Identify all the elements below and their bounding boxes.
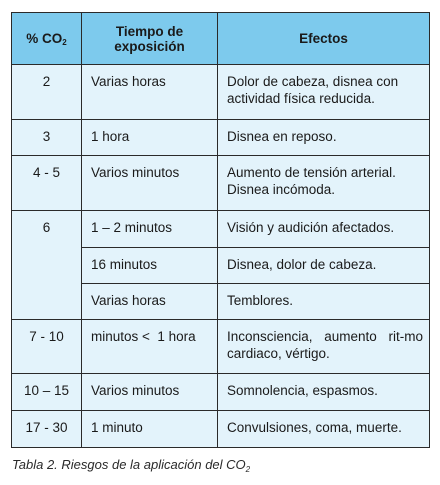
co2-risk-table <box>11 12 430 448</box>
effects-cell: Convulsiones, coma, muerte. <box>218 411 430 448</box>
effects-cell: Visión y audición afectados. <box>218 211 430 248</box>
exposure-time-cell: 16 minutos <box>82 248 218 284</box>
effects-cell: Inconsciencia, aumento rit-mo cardiaco, vértigo. <box>218 320 430 374</box>
exposure-time-cell: 1 – 2 minutos <box>82 211 218 248</box>
table-row <box>12 156 430 211</box>
co2-percent-cell: 2 <box>12 65 82 120</box>
table-caption: Tabla 2. Riesgos de la aplicación del $CO_2$ <box>12 457 251 474</box>
co2-percent-cell: 3 <box>12 120 82 156</box>
table-row <box>12 411 430 448</box>
effects-cell: Temblores. <box>218 284 430 320</box>
exposure-time-cell: 1 hora <box>82 120 218 156</box>
effects-cell: Dolor de cabeza, disnea con actividad física reducida. <box>218 65 430 120</box>
co2-percent-cell: 6 <box>12 211 82 320</box>
header-exposure-time: Tiempo de exposición <box>82 13 218 65</box>
table-row <box>12 211 430 248</box>
table-row <box>12 374 430 411</box>
table-header-row <box>12 13 430 65</box>
effects-cell: Disnea en reposo. <box>218 120 430 156</box>
effects-cell: Somnolencia, espasmos. <box>218 374 430 411</box>
effects-cell: Disnea, dolor de cabeza. <box>218 248 430 284</box>
exposure-time-cell: minutos < 1 hora <box>82 320 218 374</box>
table-row <box>12 120 430 156</box>
exposure-time-cell: Varios minutos <box>82 374 218 411</box>
table-row <box>12 320 430 374</box>
header-effects: Efectos <box>218 13 430 65</box>
exposure-time-cell: 1 minuto <box>82 411 218 448</box>
exposure-time-cell: Varias horas <box>82 65 218 120</box>
co2-percent-cell: 4 - 5 <box>12 156 82 211</box>
exposure-time-cell: Varias horas <box>82 284 218 320</box>
co2-percent-cell: 17 - 30 <box>12 411 82 448</box>
co2-percent-cell: 10 – 15 <box>12 374 82 411</box>
header-co2-percent: % $CO_2$ <box>12 13 82 65</box>
exposure-time-cell: Varios minutos <box>82 156 218 211</box>
co2-percent-cell: 7 - 10 <box>12 320 82 374</box>
table-row <box>12 65 430 120</box>
effects-cell: Aumento de tensión arterial. Disnea incómoda. <box>218 156 430 211</box>
